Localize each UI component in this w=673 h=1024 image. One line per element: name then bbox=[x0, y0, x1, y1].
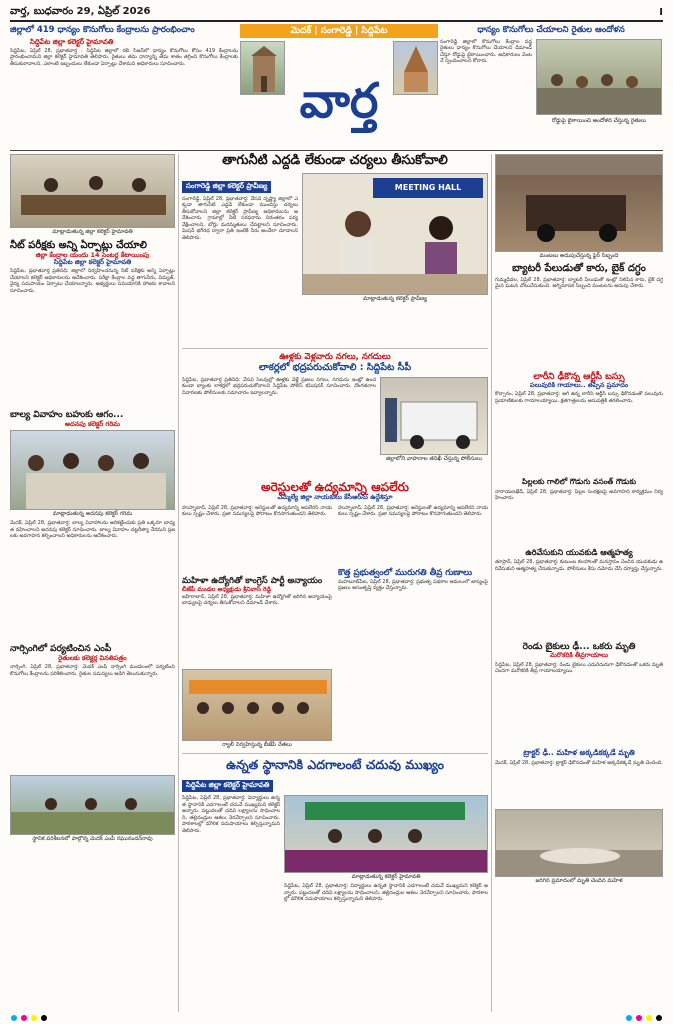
bottom-center-headline: ఉన్నత స్థానానికి ఎదగాలంటే చదువు ముఖ్యం bbox=[226, 756, 444, 772]
top-left-body: సిద్దిపేట, ఏప్రిల్ 28, ప్రభాతవార్త : సిద్దిపేట జిల్లాలో రబీ సీజన్‌లో ధాన్యం కొనుగోలు కోసం 419 కేంద్రాలను ప్రారంభించామని జిల్లా కలెక్టర్ హైమావతి తెలిపారు. రైతులు తమ ధాన్యాన్ని తేమ శాతం తగ్గించి కొనుగోలు కేంద్రాలకు తీసుకురావాలని, ఎలాంటి ఇబ్బందులు లేకుండా ఏర్పాట్లు చేశామని అధికారులు సూచించారు. bbox=[10, 47, 238, 67]
fire-photo bbox=[495, 154, 663, 252]
right-h6-body: మెదక్, ఏప్రిల్ 28, ప్రభాతవార్త: ట్రాక్టర్ ఢీకొనడంతో మహిళ అక్కడికక్కడే మృతి చెందింది. bbox=[495, 759, 663, 766]
center-photo-caption: మాట్లాడుతున్న కలెక్టర్ ప్రావీణ్య bbox=[362, 295, 428, 302]
left-column bbox=[10, 154, 175, 1012]
center-headline: తాగునీటి ఎద్దడి లేకుండా చర్యలు తీసుకోవాలి bbox=[222, 153, 448, 168]
left-photo2-caption: మాట్లాడుతున్న అదనపు కలెక్టర్ గరిమ bbox=[52, 511, 133, 518]
right-h4-body: తూప్రాన్, ఏప్రిల్ 28, ప్రభాతవార్త: కుటుంబ కలహాలతో మనస్తాపం చెందిన యువకుడు ఉరివేసుకుని ఆత్మహత్య చేసుకున్నాడు. పోలీసులు కేసు నమోదు చేసి దర్యాప్తు చేస్తున్నారు. bbox=[495, 559, 663, 572]
bottom-center-body-cont: సిద్దిపేట, ఏప్రిల్ 28, ప్రభాతవార్త: విద్యార్థులు ఉన్నత స్థానానికి ఎదగాలంటే చదువే ముఖ్యమని కలెక్టర్ అన్నారు. పట్టుదలతో చదివి లక్ష్యాలను సాధించాలని, తల్లిదండ్రుల ఆశలు నెరవేర్చాలని సూచించారు. పాఠశాలల్లో మౌలిక సదుపాయాలు కల్పిస్తున్నామని తెలిపారు. bbox=[284, 883, 488, 903]
center-sec3-body: హుస్నాబాద్, ఏప్రిల్ 28, ప్రభాతవార్త: అరెస్టులతో ఉద్యమాన్ని ఆపలేరని నాయకులు స్పష్టం చేశారు. ప్రజా సమస్యలపై పోరాటం కొనసాగుతుందని తెలిపారు. bbox=[182, 504, 332, 518]
accident-photo bbox=[495, 809, 663, 877]
right-h5-body: సిద్దిపేట, ఏప్రిల్ 28, ప్రభాతవార్త: రెండు బైకులు ఎదురెదురుగా ఢీకొనడంతో ఒకరు మృతి చెందగా మరొకరికి తీవ్ర గాయాలయ్యాయి. bbox=[495, 661, 663, 675]
top-left-story bbox=[10, 26, 238, 146]
left-photo3 bbox=[10, 775, 175, 835]
right-h5: రెండు బైకులు ఢీ... ఒకరు మృతి bbox=[522, 642, 636, 653]
center-sec5-headline: కొత్త ప్రభుత్వంలో మురుగతి తీవ్ర గుణాలు bbox=[338, 567, 473, 578]
center-sec2-headline: ఊళ్లకు వెళ్లవారు నగలు, నగదులు bbox=[279, 351, 391, 362]
center-sec4-headline: మహిళా ఉద్యోగితో కాంగ్రెస్ పార్టీ అన్యాయం bbox=[182, 575, 323, 586]
right-h1: బ్యాటరీ పేలుడుతో కారు, బైక్ దగ్ధం bbox=[512, 263, 646, 274]
top-left-subhead: సిద్దిపేట జిల్లా కలెక్టర్ హైమావతి bbox=[30, 37, 114, 46]
left-photo2 bbox=[10, 430, 175, 510]
right-h6: ట్రాక్టర్ ఢీ.. మహిళ అక్కడికక్కడే మృతి bbox=[523, 747, 635, 757]
top-right-body: సంగారెడ్డి జిల్లాలో కొనుగోలు కేంద్రాల వద్ద రైతులు ధాన్యం కొనుగోలు చేయాలని డిమాండ్ చేస్తూ రోడ్డుపై బైఠాయించారు. అధికారులు వెంటనే స్పందించాలని కోరారు. bbox=[440, 38, 532, 65]
field-visit-image bbox=[11, 776, 175, 835]
building-icon bbox=[241, 42, 285, 95]
right-h4: ఉరివేసుకుని యువకుడి ఆత్మహత్య bbox=[525, 547, 633, 557]
rally-photo bbox=[182, 669, 332, 741]
color-marks-right bbox=[603, 1014, 663, 1022]
left-h3-sub: రైతులకు కలెక్టర్ల వినతిపత్రం bbox=[58, 653, 127, 662]
masthead-photo-building bbox=[240, 41, 285, 95]
meeting-hall-photo bbox=[302, 173, 488, 295]
masthead bbox=[240, 24, 438, 152]
center-subhead: సంగారెడ్డి జిల్లా కలెక్టర్ ప్రావీణ్య bbox=[182, 181, 271, 193]
police-car-image bbox=[381, 378, 487, 455]
burnt-vehicle-image bbox=[496, 155, 663, 252]
top-right-headline: ధాన్యం కొనుగోలు చేయాలని రైతుల ఆందోళన bbox=[477, 25, 625, 35]
center-sec3-sub: ఎమ్మెల్యే జిల్లా నాయకులు కేసీఆర్‌ను ఉద్దేశిస్తూ bbox=[277, 493, 393, 502]
top-right-story bbox=[440, 26, 662, 146]
right-h2: లారీని ఢీకొన్న ఆర్టీసీ బస్సు bbox=[533, 371, 625, 382]
right-photo2-caption: జరిగిన ప్రమాదంలో మృతి చెందిన మహిళ bbox=[535, 877, 623, 884]
left-h2-body: మెదక్, ఏప్రిల్ 28, ప్రభాతవార్త: బాల్య వివాహాలను అరికట్టేందుకు ప్రతి ఒక్కరూ బాధ్యత వహించాలని అదనపు కలెక్టర్ సూచించారు. బాల్య వివాహం చట్టరీత్యా నేరమని ప్రజలకు అవగాహన కల్పించాలని అధికారులను ఆదేశించారు. bbox=[10, 520, 175, 540]
left-h1-sub: జిల్లా కేంద్రాల యందు 14 సెంటర్ల కేటాయింపు bbox=[35, 250, 150, 259]
center-column bbox=[182, 154, 488, 1012]
collector-image bbox=[303, 174, 488, 295]
top-right-caption: రోడ్డుపై బైఠాయించి ఆందోళన చేస్తున్న రైతులు bbox=[551, 117, 647, 124]
accident-scene-image bbox=[496, 810, 663, 877]
farmers-protest-image bbox=[537, 40, 662, 115]
right-h5-sub: మరొకరికి తీవ్రగాయాలు bbox=[549, 651, 609, 660]
meeting-image bbox=[11, 155, 175, 228]
color-marks-left bbox=[10, 1014, 70, 1022]
masthead-edition: మెదక్ | సంగారెడ్డి | సిద్దిపేట bbox=[240, 24, 438, 38]
rally-caption: ర్యాలీ నిర్వహిస్తున్న బీజేపీ నేతలు bbox=[222, 741, 292, 748]
left-h2-sub: అదనపు కలెక్టర్ గరిమ bbox=[64, 419, 121, 428]
edition-date: వార్త, బుధవారం 29, ఏప్రిల్ 2026 bbox=[10, 6, 151, 17]
left-h1: నీట్ పరీక్షకు అన్ని ఏర్పాట్లు చేయాలి bbox=[10, 240, 147, 251]
center-sec3-headline: అరెస్టులతో ఉద్యమాన్ని ఆపలేరు bbox=[261, 479, 409, 494]
meeting-hall-sign: MEETING HALL bbox=[373, 178, 483, 198]
masthead-logo: వార్త bbox=[299, 73, 379, 129]
officials-group-image bbox=[11, 431, 175, 510]
right-column bbox=[495, 154, 663, 1012]
school-photo-caption: మాట్లాడుతున్న కలెక్టర్ హైమావతి bbox=[351, 874, 421, 881]
school-event-image bbox=[285, 796, 487, 873]
left-photo3-caption: స్థానిక పరిశీలనలో పాల్గొన్న మెదక్ ఎంపీ రఘునందన్‌రావు bbox=[32, 836, 153, 843]
police-photo-caption: జిల్లాలోని వాహనాల తనిఖీ చేస్తున్న పోలీసులు bbox=[386, 455, 482, 462]
center-sec3-body-cont: హుస్నాబాద్, ఏప్రిల్ 28, ప్రభాతవార్త: అరెస్టులతో ఉద్యమాన్ని ఆపలేరని నాయకులు స్పష్టం చేశారు. ప్రజా సమస్యలపై పోరాటం కొనసాగుతుందని తెలిపారు. bbox=[338, 504, 488, 518]
page-number: I bbox=[659, 6, 663, 18]
center-body: సంగారెడ్డి, ఏప్రిల్ 28, ప్రభాతవార్త: వేసవి దృష్ట్యా జిల్లాలో ఎక్కడా తాగునీటి ఎద్దడి లేకుండా ముందస్తు చర్యలు తీసుకోవాలని జిల్లా కలెక్టర్ ప్రావీణ్య అధికారులను ఆదేశించారు. గ్రామాల్లో నీటి సరఫరాను నిరంతరం పర్యవేక్షించాలని, బోర్లు మరమ్మతులు చేపట్టాలని సూచించారు. మిషన్ భగీరథ ద్వారా ప్రతి ఇంటికి నీరు అందేలా చూడాలని తెలిపారు. bbox=[182, 195, 298, 241]
bottom-center-body: సిద్దిపేట, ఏప్రిల్ 28, ప్రభాతవార్త: విద్యార్థులు ఉన్నత స్థానానికి ఎదగాలంటే చదువే ముఖ్యమని కలెక్టర్ అన్నారు. పట్టుదలతో చదివి లక్ష్యాలను సాధించాలని, తల్లిదండ్రుల ఆశలు నెరవేర్చాలని సూచించారు. పాఠశాలల్లో మౌలిక సదుపాయాలు కల్పిస్తున్నామని తెలిపారు. bbox=[182, 795, 280, 834]
bottom-center-subhead: సిద్దిపేట జిల్లా కలెక్టర్ హైమావతి bbox=[182, 780, 273, 792]
left-h3: నార్సింగిలో పర్యటించిన ఎంపీ bbox=[10, 644, 112, 655]
rally-image bbox=[183, 670, 332, 741]
print-registration-bar bbox=[10, 1014, 663, 1022]
left-h3-body: నార్సింగి, ఏప్రిల్ 28, ప్రభాతవార్త: మెదక్ ఎంపీ నార్సింగి మండలంలో పర్యటించి కొనుగోలు కేంద్రాలను పరిశీలించారు. రైతుల సమస్యలు అడిగి తెలుసుకున్నారు. bbox=[10, 664, 175, 677]
center-sec5-body: మహబూబ్‌పేట, ఏప్రిల్ 28, ప్రభాతవార్త: ప్రభుత్వ పథకాల అమలులో జాప్యంపై ప్రజలు అసంతృప్తి వ్యక్తం చేస్తున్నారు. bbox=[338, 578, 488, 592]
right-h3: పిల్లలకు గాలిలో గొడుగు వసంత్ గౌడుకు bbox=[521, 477, 637, 487]
right-h2-sub: పలువురికి గాయాలు.. తప్పిన ప్రమాదం bbox=[529, 380, 629, 389]
top-left-headline: జిల్లాలో 419 ధాన్యం కొనుగోలు కేంద్రాలను ప్రారంభించాం bbox=[10, 25, 195, 35]
temple-icon bbox=[394, 42, 438, 95]
masthead-photo-temple bbox=[393, 41, 438, 95]
top-right-photo bbox=[536, 39, 662, 115]
center-sec2-headline2: లాకర్లలో భద్రపరుచుకోవాలి : సిద్దిపేట సీపీ bbox=[258, 361, 412, 373]
left-h1-sub2: సిద్దిపేట జిల్లా కలెక్టర్ హైమావతి bbox=[53, 257, 132, 266]
center-sec2-body: సిద్దిపేట, ప్రభాతవార్త ప్రతినిధి: వేసవి సెలవుల్లో ఊళ్లకు వెళ్లే ప్రజలు నగలు, నగదును ఇంట్లో ఉంచకుండా బ్యాంకు లాకర్లలో భద్రపరుచుకోవాలని సిద్దిపేట పోలీస్ కమిషనర్ సూచించారు. దొంగతనాల నివారణకు పోలీసులకు సమాచారం ఇవ్వాలన్నారు. bbox=[182, 376, 376, 396]
left-photo1-caption: మాట్లాడుతున్న జిల్లా కలెక్టర్ హైమావతి bbox=[52, 229, 133, 235]
school-event-photo bbox=[284, 795, 488, 873]
right-h3-body: నారాయణఖేడ్, ఏప్రిల్ 28, ప్రభాతవార్త: పిల్లల సంరక్షణపై అవగాహన కార్యక్రమం నిర్వహించారు. bbox=[495, 488, 663, 502]
left-h2: బాల్య వివాహం బహుకు ఆగం... bbox=[10, 410, 124, 421]
page-header bbox=[10, 4, 663, 22]
center-sec4-sub: బీజేపీ మండల అధ్యక్షుడు శ్రీనివాస్ రెడ్డి bbox=[182, 585, 272, 593]
right-photo1-caption: మంటలు అదుపుచేస్తున్న ఫైర్ సిబ్బంది bbox=[539, 253, 619, 259]
collector-meeting-photo bbox=[10, 154, 175, 228]
left-h1-body: సిద్దిపేట, ప్రభాతవార్త ప్రతినిధి: జిల్లాలో నిర్వహించనున్న నీట్ పరీక్షకు అన్ని ఏర్పాట్లు చేయాలని కలెక్టర్ అధికారులను ఆదేశించారు. పరీక్షా కేంద్రాల వద్ద తాగునీరు, విద్యుత్, వైద్య సదుపాయం ఏర్పాటు చేయాలన్నారు. అభ్యర్థులు సమయానికి హాజరు కావాలని సూచించారు. bbox=[10, 268, 175, 294]
center-sec4-body: జహీరాబాద్, ఏప్రిల్ 28, ప్రభాతవార్త: మహిళా ఉద్యోగితో జరిగిన అన్యాయంపై బాధ్యులపై చర్యలు తీసుకోవాలని డిమాండ్ చేశారు. bbox=[182, 593, 332, 607]
right-h1-body: గుమ్మడిదల, ఏప్రిల్ 28, ప్రభాతవార్త: బ్యాటరీ పేలుడుతో ఇంట్లో నిలిపిన కారు, బైక్ దగ్ధమైన ఘటన చోటుచేసుకుంది. అగ్నిమాపక సిబ్బంది మంటలను అదుపు చేశారు. bbox=[495, 276, 663, 289]
right-h2-body: కొల్చారం, ఏప్రిల్ 28, ప్రభాతవార్త: ఆగి ఉన్న లారీని ఆర్టీసీ బస్సు ఢీకొనడంతో పలువురు ప్రయాణికులకు గాయాలయ్యాయి. క్షతగాత్రులను ఆసుపత్రికి తరలించారు. bbox=[495, 391, 663, 404]
police-vehicle-photo bbox=[380, 377, 488, 455]
